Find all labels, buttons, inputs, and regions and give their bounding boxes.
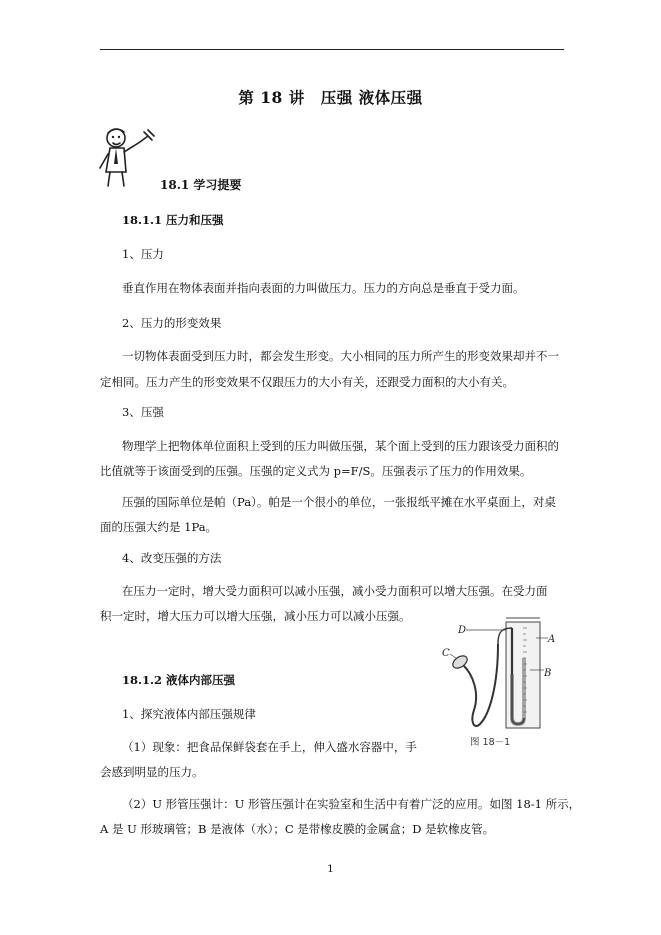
- item-pressure-definition: 3、压强: [122, 405, 164, 419]
- paragraph-deformation-line2: 定相同。压力产生的形变效果不仅跟压力的大小有关，还跟受力面积的大小有关。: [100, 375, 514, 389]
- paragraph-deformation-line1: 一切物体表面受到压力时，都会发生形变。大小相同的压力所产生的形变效果却并不一: [122, 349, 559, 363]
- figure-caption: 图 18－1: [470, 737, 511, 748]
- teacher-mascot-icon: [96, 124, 158, 190]
- paragraph-change-line1: 在压力一定时，增大受力面积可以减小压强，减小受力面积可以增大压强。在受力面: [122, 584, 548, 598]
- item-deformation-effect: 2、压力的形变效果: [122, 316, 222, 330]
- subsection-heading-liquid: 18.1.2 液体内部压强: [122, 673, 236, 687]
- paragraph-manometer-line1: （2）U 形管压强计：U 形管压强计在实验室和生活中有着广泛的应用。如图 18-1 所示，: [122, 797, 581, 811]
- paragraph-pressure-line1: 物理学上把物体单位面积上受到的压力叫做压强，某个面上受到的压力跟该受力面积的: [122, 439, 559, 453]
- paragraph-pressure-unit-line1: 压强的国际单位是帕（Pa）。帕是一个很小的单位，一张报纸平摊在水平桌面上，对桌: [122, 495, 556, 509]
- figure-label-c: C: [442, 648, 450, 659]
- lecture-title: 第 18 讲 压强 液体压强: [238, 88, 423, 107]
- subsection-heading-pressure: 18.1.1 压力和压强: [122, 213, 224, 227]
- figure-label-a: A: [548, 634, 556, 645]
- section-heading: 18.1 学习提要: [160, 178, 242, 192]
- page-number: 1: [327, 863, 334, 875]
- item-change-pressure: 4、改变压强的方法: [122, 551, 222, 565]
- u-tube-manometer-figure: [440, 614, 558, 750]
- item-pressure-force: 1、压力: [122, 247, 164, 261]
- figure-label-b: B: [544, 668, 552, 679]
- paragraph-change-line2: 积一定时，增大压力可以增大压强，减小压力可以减小压强。: [100, 609, 411, 623]
- paragraph-manometer-line2: A 是 U 形玻璃管；B 是液体（水）；C 是带橡皮膜的金属盒；D 是软橡皮管。: [100, 822, 495, 836]
- paragraph-phenomenon-line2: 会感到明显的压力。: [100, 765, 204, 779]
- figure-label-d: D: [458, 625, 467, 636]
- paragraph-pressure-line2: 比值就等于该面受到的压强。压强的定义式为 p=F/S。压强表示了压力的作用效果。: [100, 464, 532, 478]
- paragraph-pressure-force: 垂直作用在物体表面并指向表面的力叫做压力。压力的方向总是垂直于受力面。: [122, 281, 525, 295]
- item-explore-liquid: 1、探究液体内部压强规律: [122, 707, 256, 721]
- paragraph-pressure-unit-line2: 面的压强大约是 1Pa。: [100, 520, 218, 534]
- paragraph-phenomenon-line1: （1）现象：把食品保鲜袋套在手上，伸入盛水容器中，手: [122, 740, 417, 754]
- header-rule: [100, 49, 564, 50]
